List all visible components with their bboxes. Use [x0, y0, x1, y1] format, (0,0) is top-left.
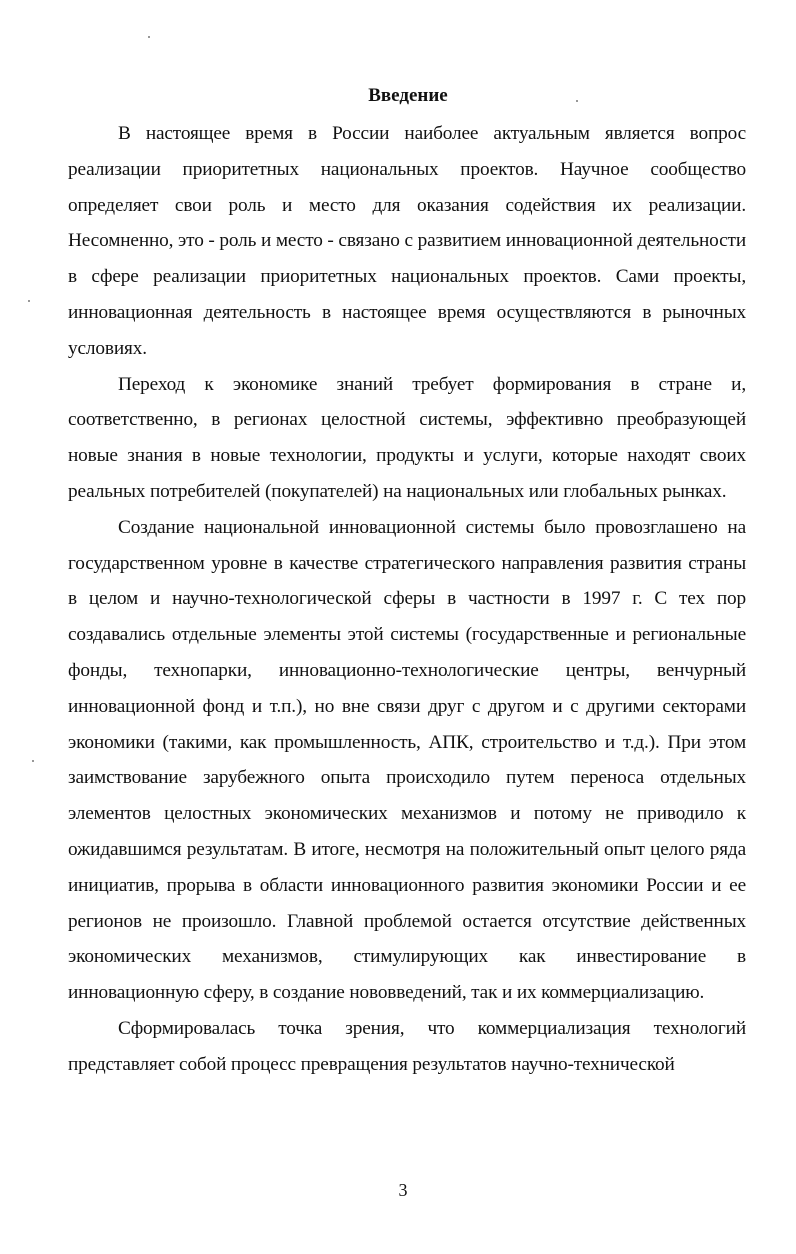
paragraph: Создание национальной инновационной системы было провозглашено на государственном уровне в качестве стратегического направления развития страны в целом и научно-технологической сферы в частности в 1997 г. С тех пор создавались отдельные элементы этой системы (государственные и региональные фонды, технопарки, инновационно-технологические центры, венчурный инновационной фонд и т.п.), но вне связи друг с другом и с другими секторами экономики (такими, как промышленность, АПК, строительство и т.д.). При этом заимствование зарубежного опыта происходило путем переноса отдельных элементов целостных экономических механизмов и потому не приводило к ожидавшимся результатам. В итоге, несмотря на положительный опыт целого ряда инициатив, прорыва в области инновационного развития экономики России и ее регионов не произошло. Главной проблемой остается отсутствие действенных экономических механизмов, стимулирующих как инвестирование в инновационную сферу, в создание нововведений, так и их коммерциализацию.: [68, 516, 746, 1004]
page-number: 3: [398, 1180, 408, 1200]
page-title: Введение: [368, 85, 448, 106]
paragraph: В настоящее время в России наиболее актуальным является вопрос реализации приоритетных национальных проектов. Научное сообщество определяет свои роль и место для оказания содействия их реализации. Несомненно, это - роль и место - связано с развитием инновационной деятельности в сфере реализации приоритетных национальных проектов. Сами проекты, инновационная деятельность в настоящее время осуществляются в рыночных условиях.: [68, 123, 746, 359]
scan-speck: [32, 760, 34, 762]
scan-speck: [28, 300, 30, 302]
paragraph: Переход к экономике знаний требует формирования в стране и, соответственно, в регионах целостной системы, эффективно преобразующей новые знания в новые технологии, продукты и услуги, которые находят своих реальных потребителей (покупателей) на национальных или глобальных рынках.: [68, 373, 746, 502]
paragraph: Сформировалась точка зрения, что коммерциализация технологий представляет собой процесс превращения результатов научно-технической: [68, 1017, 746, 1075]
body-text: [68, 116, 746, 1083]
scan-speck: [148, 36, 150, 38]
